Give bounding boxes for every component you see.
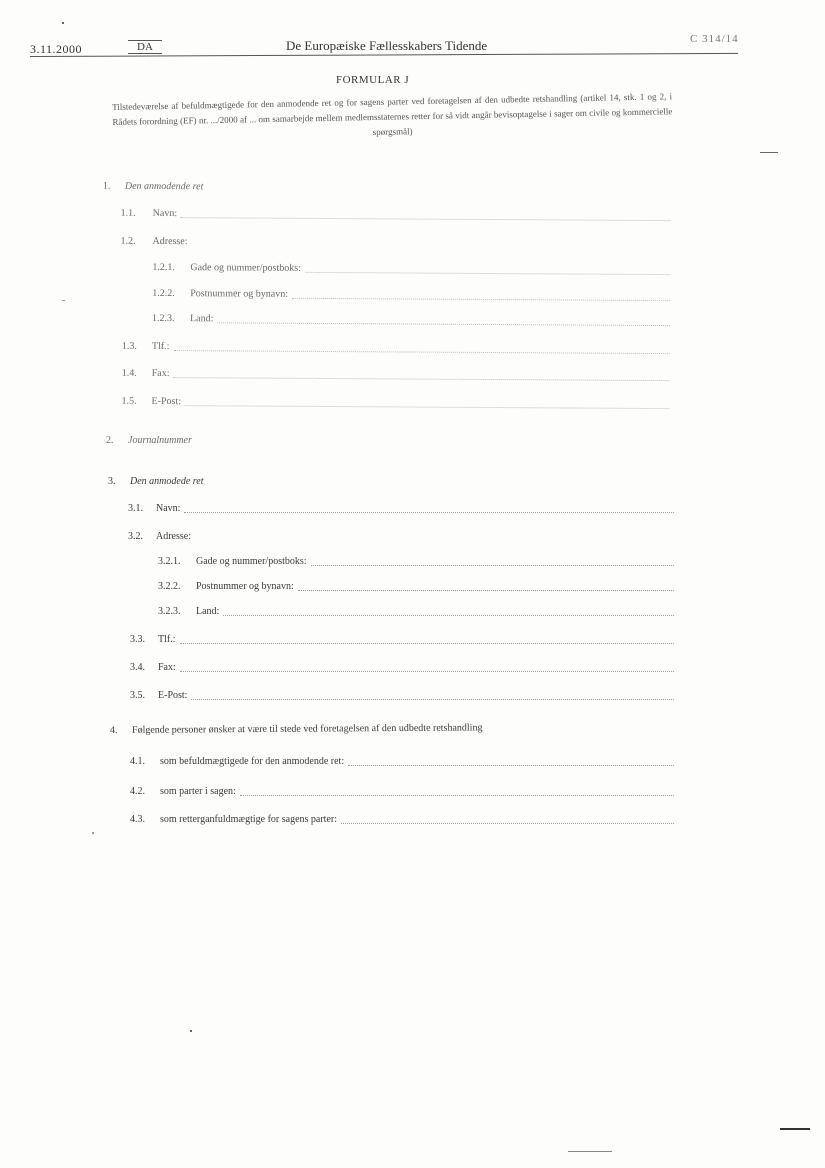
dot-leader	[311, 564, 674, 566]
intro-paragraph: Tilstedeværelse af befuldmægtigede for den anmodende ret og for sagens parter ved foretagelsen af den udbedte retshandling (artikel 14, stk. 1 og 2, i Rådets forordning (EF) nr. .../2000 af ... om samarbejde mellem medlemsstaternes retter for så vidt angår bevisoptagelse i sager om civile og kommercielle spørgsmål)	[112, 91, 673, 137]
field-street[interactable]: 3.2.1. Gade og nummer/postboks:	[158, 556, 674, 568]
field-country[interactable]: 1.2.3. Land:	[152, 313, 670, 328]
dot-leader	[173, 376, 669, 381]
page-reference: C 314/14	[690, 33, 739, 45]
dot-leader	[298, 589, 674, 591]
scan-speck	[92, 832, 94, 834]
dot-leader	[191, 698, 674, 700]
scan-speck	[568, 1151, 612, 1152]
journal-title: De Europæiske Fællesskabers Tidende	[286, 38, 488, 53]
dot-leader	[292, 297, 670, 301]
dot-leader	[240, 794, 674, 796]
dot-leader	[217, 321, 670, 326]
dot-leader	[181, 216, 671, 221]
language-code: DA	[128, 40, 162, 54]
dot-leader	[348, 764, 674, 766]
field-email[interactable]: 1.5. E-Post:	[122, 396, 670, 411]
dot-leader	[180, 642, 675, 644]
dot-leader	[173, 349, 670, 354]
section-case-number: 2. Journalnummer	[106, 435, 192, 446]
dot-leader	[341, 822, 674, 824]
field-fax[interactable]: 1.4. Fax:	[122, 368, 670, 383]
field-fax[interactable]: 3.4. Fax:	[130, 662, 674, 674]
scan-speck	[780, 1128, 810, 1130]
dot-leader	[180, 670, 674, 672]
publication-date: 3.11.2000	[30, 42, 83, 56]
scan-speck	[62, 22, 64, 24]
dot-leader	[305, 271, 670, 275]
section-attendees: 4. Følgende personer ønsker at være til stede ved foretagelsen af den udbedte retshandling	[109, 722, 483, 736]
field-email[interactable]: 3.5. E-Post:	[130, 690, 674, 702]
field-name[interactable]: 3.1. Navn:	[128, 503, 674, 515]
section-heading: 1. Den anmodende ret	[102, 180, 204, 193]
dot-leader	[223, 614, 674, 616]
dot-leader	[184, 511, 674, 513]
scan-speck	[62, 300, 65, 301]
field-postal[interactable]: 3.2.2. Postnummer og bynavn:	[158, 581, 674, 593]
dot-leader	[185, 404, 670, 409]
field-legal-representatives[interactable]: 4.3. som retterganfuldmægtige for sagens parter:	[130, 814, 674, 826]
field-phone[interactable]: 1.3. Tlf.:	[122, 341, 670, 356]
field-postal[interactable]: 1.2.2. Postnummer og bynavn:	[152, 288, 670, 303]
scan-speck	[190, 1030, 192, 1032]
field-street[interactable]: 1.2.1. Gade og nummer/postboks:	[152, 262, 670, 277]
field-address: 3.2. Adresse:	[128, 531, 191, 542]
field-representatives-requesting-court[interactable]: 4.1. som befuldmægtigede for den anmodende ret:	[130, 756, 674, 768]
form-title: FORMULAR J	[336, 74, 410, 86]
scan-speck	[760, 152, 778, 153]
section-requested-court: 3. Den anmodede ret	[108, 476, 204, 487]
field-country[interactable]: 3.2.3. Land:	[158, 606, 674, 618]
section-requesting-court	[0, 0, 825, 425]
field-name[interactable]: 1.1. Navn:	[121, 208, 671, 223]
field-address: 1.2. Adresse:	[120, 235, 188, 248]
field-phone[interactable]: 3.3. Tlf.:	[130, 634, 674, 646]
field-parties[interactable]: 4.2. som parter i sagen:	[130, 786, 674, 798]
